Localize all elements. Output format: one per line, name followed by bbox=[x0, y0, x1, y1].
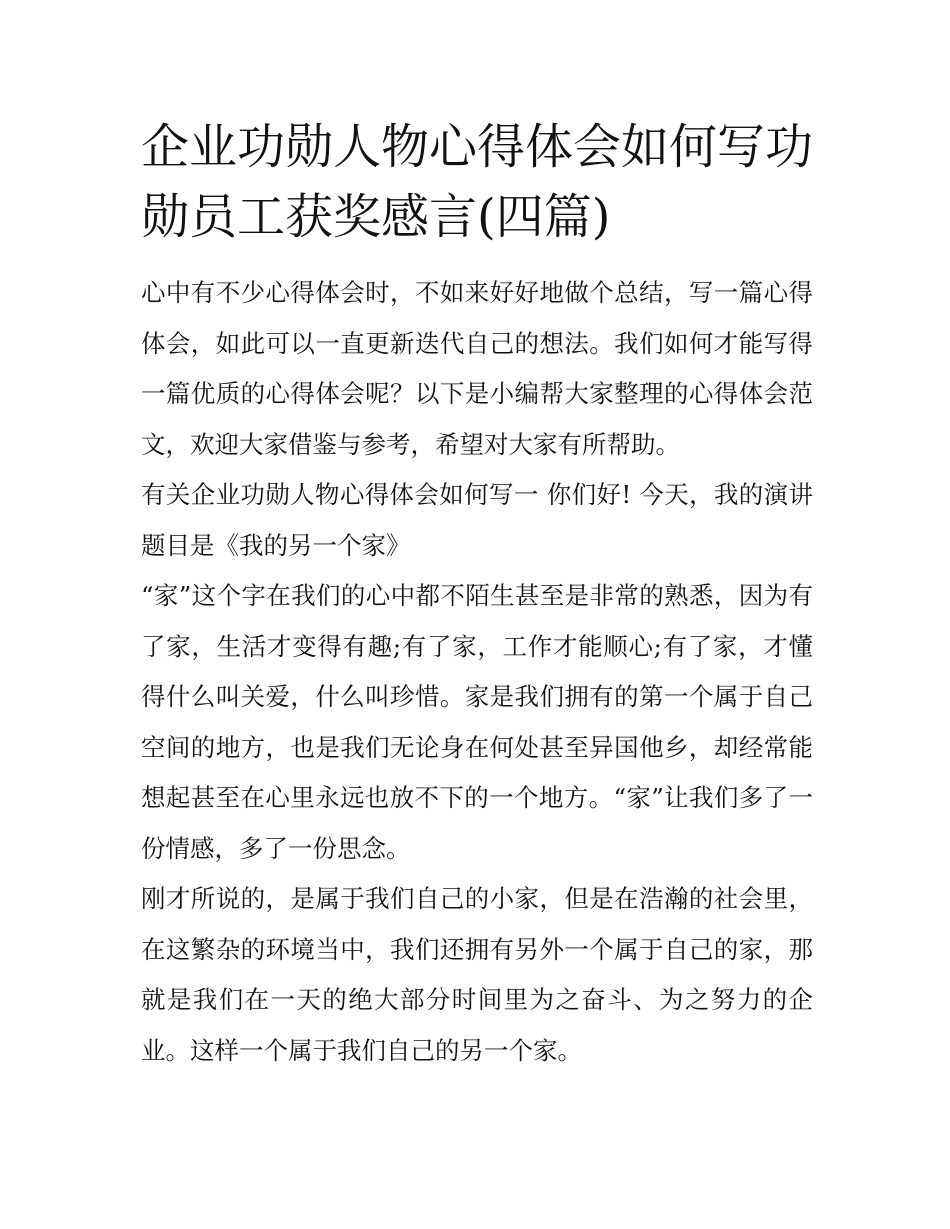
paragraph-company-home: 刚才所说的，是属于我们自己的小家，但是在浩瀚的社会里，在这繁杂的环境当中，我们还拥有另外一个属于自己的家，那就是我们在一天的绝大部分时间里为之奋斗、为之努力的企业。这样一个属于我们自己的另一个家。 bbox=[141, 884, 813, 1065]
paragraph-home-meaning: “家”这个字在我们的心中都不陌生甚至是非常的熟悉，因为有了家，生活才变得有趣;有了家，工作才能顺心;有了家，才懂得什么叫关爱，什么叫珍惜。家是我们拥有的第一个属于自己空间的地方，也是我们无论身在何处甚至异国他乡，却经常能想起甚至在心里永远也放不下的一个地方。“家”让我们多了一份情感，多了一份思念。 bbox=[141, 581, 813, 863]
document-title: 企业功勋人物心得体会如何写功勋员工获奖感言(四篇) bbox=[141, 119, 814, 245]
paragraph-speech-opening: 有关企业功勋人物心得体会如何写一 你们好! 今天，我的演讲题目是《我的另一个家》 bbox=[141, 480, 813, 560]
paragraph-intro: 心中有不少心得体会时，不如来好好地做个总结，写一篇心得体会，如此可以一直更新迭代自己的想法。我们如何才能写得一篇优质的心得体会呢？以下是小编帮大家整理的心得体会范文，欢迎大家借鉴与参考，希望对大家有所帮助。 bbox=[141, 278, 813, 459]
document-body bbox=[141, 268, 813, 1076]
document-content bbox=[141, 112, 813, 1076]
